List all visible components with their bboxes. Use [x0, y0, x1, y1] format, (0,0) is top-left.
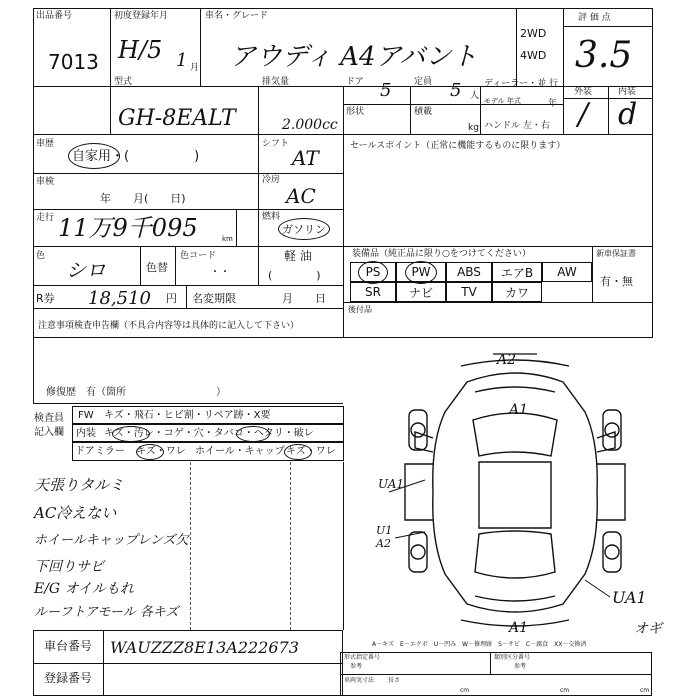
first-reg-year: H/5: [118, 36, 163, 64]
divider: [258, 246, 259, 285]
note-6: ルーフトアモール 各キズ: [34, 605, 179, 620]
fuel-label: 燃料: [262, 212, 281, 222]
4wd-label: 4WD: [520, 49, 547, 62]
load-label: 積載: [414, 107, 433, 117]
lot-no: 7013: [48, 50, 99, 74]
name-change: 月 日: [282, 292, 326, 305]
interior-key: 内装: [76, 428, 96, 439]
ua1-left-mark: UA1: [378, 477, 405, 491]
mirror-key: ドアミラー: [75, 446, 125, 457]
shape-label: 形状: [346, 107, 365, 117]
wheel-circle: [284, 444, 312, 460]
equip-leather: カワ: [492, 282, 542, 302]
damage-legend: A－キズ E－エクボ U－凹み W－修理跡 S－サビ C－腐食 XX－交換済: [372, 641, 587, 648]
note-1: 天張りタルミ: [34, 476, 125, 494]
recycle: 18,510: [88, 288, 151, 309]
divider: [110, 8, 111, 134]
equip-abs: ABS: [446, 262, 492, 282]
divider: [608, 86, 609, 134]
category-no-label: 類別区分番号: [494, 654, 531, 661]
divider: [343, 302, 653, 303]
first-reg-month: 1: [176, 50, 188, 71]
note-3: ホイールキャップレンズ欠: [34, 533, 189, 548]
car-damage-diagram: [385, 352, 650, 632]
divider: [490, 652, 491, 674]
divider: [343, 86, 344, 338]
divider: [236, 209, 237, 246]
divider: [592, 246, 593, 302]
interior-circle: [236, 426, 270, 442]
history-circle: [68, 143, 120, 169]
recycle-label: R券: [36, 292, 55, 305]
history: 自家用・( ): [72, 149, 200, 164]
divider: [200, 8, 201, 86]
repair-label: 修復歴 有（箇所 ）: [46, 387, 226, 398]
divider: [33, 285, 343, 286]
interior-label: 内装: [618, 87, 637, 97]
color-change-label: 色替: [146, 261, 168, 274]
equip-aw: AW: [542, 262, 592, 282]
divider: [480, 86, 481, 134]
interior-circle: [112, 426, 150, 442]
fuel-light-oil: 軽 油: [284, 249, 312, 263]
divider: [175, 246, 176, 285]
shaken-value: 年 月( 日): [100, 192, 186, 205]
divider: [33, 403, 343, 404]
caution-label: 注意事項検査申告欄（不具合内容等は具体的に記入して下さい）: [38, 321, 300, 331]
equip-sr: SR: [350, 282, 396, 302]
divider: [258, 134, 259, 246]
ps-circle: [358, 261, 388, 284]
displacement-label: 排気量: [262, 77, 290, 87]
note-2: AC冷えない: [34, 504, 117, 522]
mirror-values: キズ・ワレ: [136, 446, 186, 457]
wheel-values: キズ・ワレ: [286, 446, 336, 457]
load-unit: kg: [468, 123, 479, 133]
fw-key: FW: [78, 410, 94, 421]
color-code-label: 色コード: [180, 251, 217, 261]
divider: [140, 246, 141, 285]
car-name-label: 車名・グレード: [205, 11, 269, 21]
month-unit: 月: [190, 63, 200, 73]
color-label: 色: [36, 251, 46, 261]
cm-unit: cm: [460, 687, 470, 694]
2wd-label: 2WD: [520, 27, 547, 40]
exterior-label: 外装: [574, 87, 593, 97]
wheel-key: ホイール・キャップ: [195, 446, 285, 457]
divider: [290, 462, 291, 630]
model-label: 型式: [114, 77, 133, 87]
equip-pw: PW: [396, 262, 446, 282]
divider: [410, 86, 411, 134]
a1-roof-mark: A1: [509, 402, 529, 418]
color-code: ・・: [210, 267, 230, 278]
shift: AT: [292, 146, 319, 170]
door-label: ドア: [346, 77, 364, 87]
fw-values: キズ・飛石・ヒビ割・リペア跡・X要: [104, 410, 271, 421]
mirror-circle: [136, 444, 164, 460]
color: シロ: [66, 258, 106, 282]
divider: [33, 663, 343, 664]
pw-circle: [405, 261, 437, 284]
shift-label: シフト: [262, 139, 290, 149]
after-label: 後付品: [348, 305, 372, 314]
divider: [33, 308, 343, 309]
inspector-signature: オギ: [634, 621, 662, 637]
a1-bottom-mark: A1: [509, 620, 529, 632]
inspection-no-label: 形式指定番号: [344, 654, 381, 661]
divider: [340, 674, 652, 675]
ref-label: 参考: [514, 663, 527, 670]
chassis: WAUZZZ8E13A222673: [110, 638, 299, 657]
divider: [103, 630, 104, 696]
score-label: 評 価 点: [578, 13, 611, 23]
displacement: 2.000cc: [282, 117, 338, 133]
equip-navi: ナビ: [396, 282, 446, 302]
equip-tv: TV: [446, 282, 492, 302]
a2-top-mark: A2: [497, 352, 517, 368]
handle-label: ハンドル 左・右: [484, 121, 550, 131]
doors: 5: [380, 80, 392, 101]
capacity: 5: [450, 80, 462, 101]
model-year-label: モデル 年式: [484, 97, 521, 105]
sales-point-label: セールスポイント（正常に機能するものに限ります）: [350, 141, 566, 151]
dealer-label: ディーラー・並 行: [484, 79, 559, 89]
history-label: 車歴: [36, 139, 55, 149]
divider: [258, 86, 259, 134]
model: GH-8EALT: [118, 106, 236, 131]
ua1-right-mark: UA1: [612, 588, 647, 607]
capacity-unit: 人: [470, 91, 480, 101]
divider: [516, 8, 517, 86]
divider: [190, 462, 191, 630]
length-label: 長さ: [388, 677, 401, 684]
year-unit: 年: [548, 99, 558, 109]
inspector-label: 検査員 記入欄: [34, 413, 64, 438]
divider: [343, 462, 344, 630]
equip-airbag: エアB: [492, 262, 542, 282]
recycle-unit: 円: [166, 292, 177, 305]
divider: [33, 246, 653, 247]
divider: [33, 209, 343, 210]
score: 3.5: [575, 35, 633, 76]
cm-unit: cm: [640, 687, 650, 694]
car-name: アウディ A4アバント: [230, 42, 478, 72]
fuel-circle: [278, 218, 330, 240]
note-5: E/G オイルもれ: [34, 581, 134, 597]
interior-score: d: [618, 97, 638, 132]
reg-label: 登録番号: [44, 671, 93, 685]
aircon: AC: [286, 184, 316, 208]
lot-no-label: 出品番号: [36, 11, 73, 21]
mileage: 11万9千095: [58, 214, 198, 242]
divider: [563, 26, 653, 27]
mileage-unit: km: [222, 235, 233, 243]
name-change-label: 名変期限: [192, 292, 236, 305]
fuel-paren: ( ): [268, 269, 321, 282]
aircon-label: 冷房: [262, 175, 281, 185]
interior-values: キズ・汚レ・コゲ・穴・タバコ・ヘタリ・破レ: [104, 428, 314, 439]
first-reg-label: 初度登録年月: [114, 11, 169, 21]
divider: [33, 173, 343, 174]
ref-label: 参考: [350, 663, 363, 670]
exterior-score: /: [578, 97, 589, 132]
capacity-label: 定員: [414, 77, 433, 87]
equip-ps: PS: [350, 262, 396, 282]
divider: [343, 104, 563, 105]
new-warranty: 有・無: [600, 275, 633, 288]
mileage-label: 走行: [36, 213, 55, 223]
shaken-label: 車検: [36, 177, 55, 187]
note-4: 下回りサビ: [34, 559, 104, 575]
new-warranty-label: 新車保証書: [596, 249, 636, 258]
divider: [33, 338, 34, 404]
cm-unit: cm: [560, 687, 570, 694]
divider: [186, 285, 187, 308]
u1a2-left-mark: U1 A2: [376, 524, 393, 550]
size-label: 車両実寸法: [344, 677, 375, 684]
equip-label: 装備品（純正品に限り○をつけてください）: [352, 249, 531, 259]
chassis-label: 車台番号: [44, 639, 93, 653]
fuel: ガソリン: [282, 223, 326, 236]
